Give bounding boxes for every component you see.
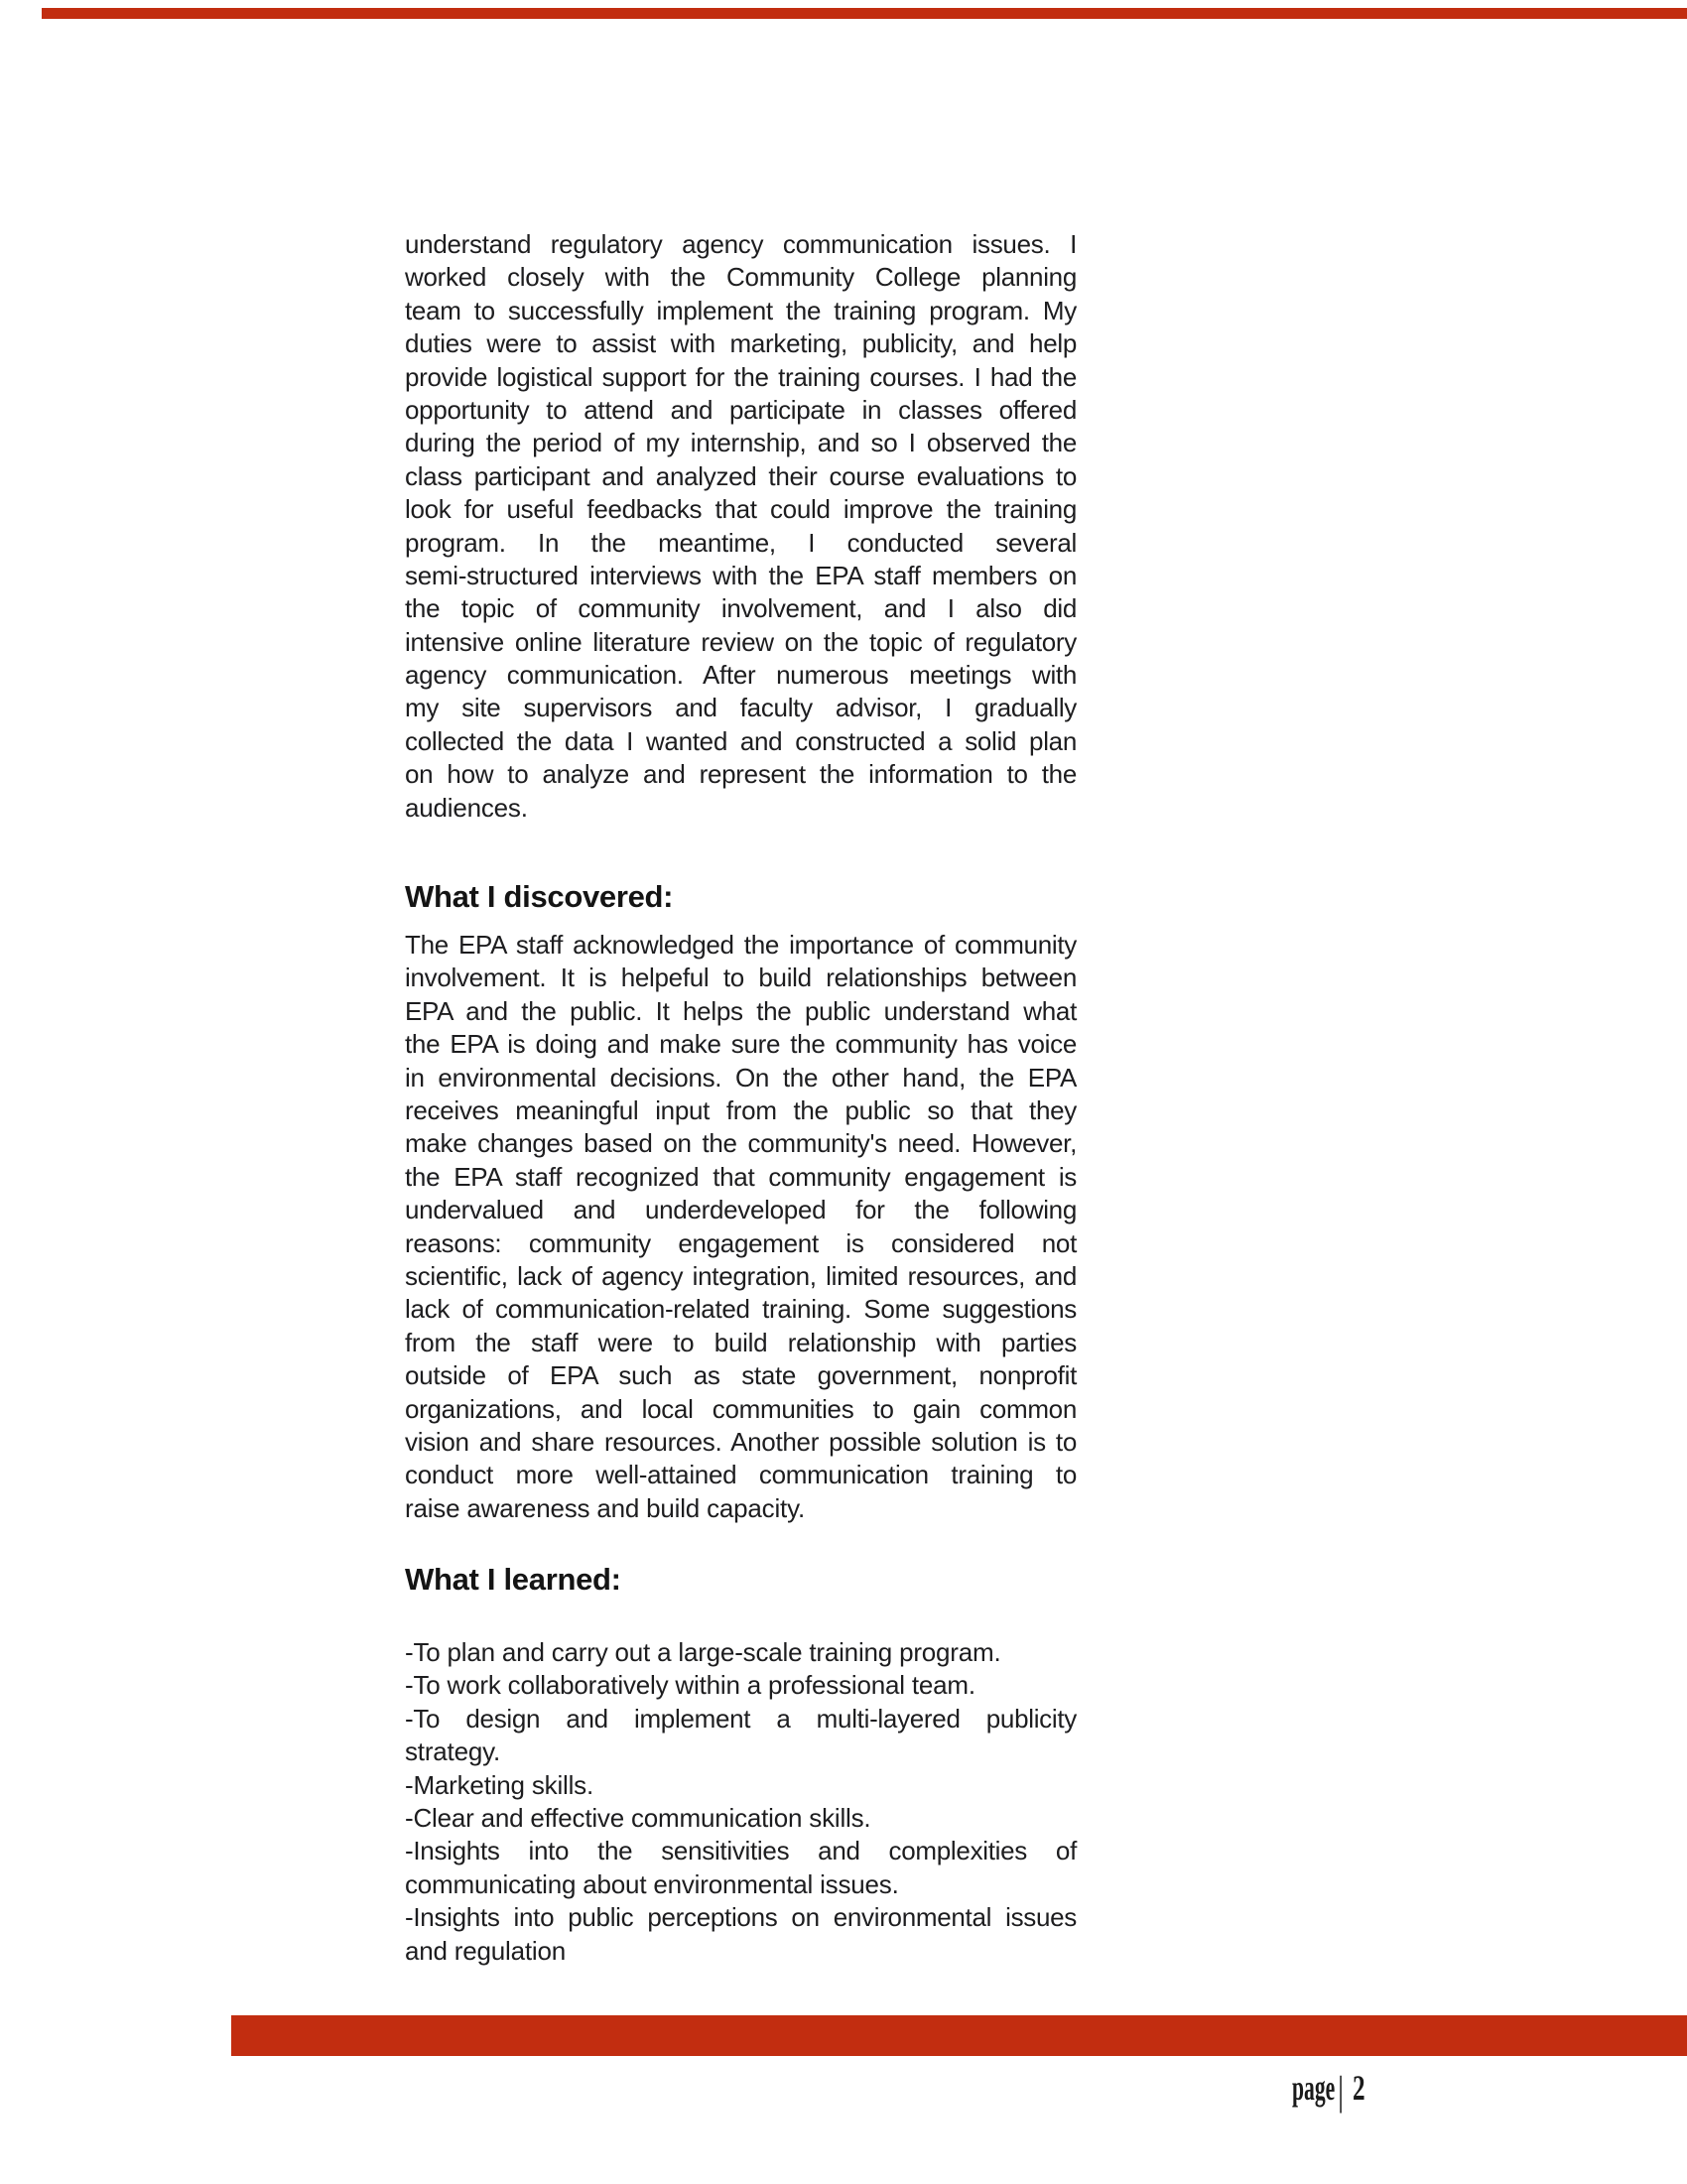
section-heading-discovered: What I discovered: — [405, 879, 674, 915]
section-heading-learned: What I learned: — [405, 1562, 621, 1598]
text-line: worked closely with the Community College planning — [405, 262, 1077, 293]
bottom-accent-bar — [231, 2015, 1687, 2056]
text-line: undervalued and underdeveloped for the following — [405, 1195, 1077, 1225]
page-footer-label: page — [1292, 2068, 1336, 2108]
text-line: and regulation — [405, 1935, 566, 1966]
text-line: class participant and analyzed their course evaluations to — [405, 460, 1077, 491]
text-line: -Insights into public perceptions on environmental issues — [405, 1902, 1077, 1933]
text-line: conduct more well-attained communication training to — [405, 1460, 1077, 1490]
text-line: -Clear and effective communication skills. — [405, 1803, 871, 1834]
text-line: vision and share resources. Another possible solution is to — [405, 1426, 1077, 1457]
text-line: from the staff were to build relationship with parties — [405, 1327, 1077, 1357]
text-line: EPA and the public. It helps the public understand what — [405, 995, 1077, 1026]
text-line: duties were to assist with marketing, publicity, and help — [405, 328, 1077, 359]
paragraph-discoveries — [405, 929, 1077, 1525]
text-line: collected the data I wanted and constructed a solid plan — [405, 725, 1077, 756]
text-line: -To plan and carry out a large-scale training program. — [405, 1637, 1001, 1668]
page-number: 2 — [1353, 2068, 1365, 2108]
list-item — [405, 1703, 1077, 1769]
list-item — [405, 1835, 1077, 1901]
list-item — [405, 1901, 1077, 1968]
text-line: communicating about environmental issues. — [405, 1868, 899, 1899]
text-column — [405, 228, 1077, 1968]
text-line: team to successfully implement the training program. My — [405, 295, 1077, 325]
top-accent-bar — [42, 8, 1687, 19]
list-item — [405, 1769, 1077, 1802]
text-line: The EPA staff acknowledged the importance of community — [405, 930, 1077, 961]
text-line: the EPA staff recognized that community engagement is — [405, 1161, 1077, 1192]
text-line: my site supervisors and faculty advisor, I gradually — [405, 693, 1077, 723]
text-line: provide logistical support for the training courses. I had the — [405, 361, 1077, 392]
text-line: make changes based on the community's need. However, — [405, 1128, 1077, 1159]
page-footer-separator: | — [1338, 2067, 1345, 2114]
text-line: -To work collaboratively within a professional team. — [405, 1670, 975, 1701]
text-line: during the period of my internship, and so I observed the — [405, 428, 1077, 458]
text-line: -Insights into the sensitivities and complexities of — [405, 1836, 1077, 1866]
text-line: opportunity to attend and participate in classes offered — [405, 394, 1077, 425]
text-line: outside of EPA such as state government, nonprofit — [405, 1360, 1077, 1391]
text-line: lack of communication-related training. Some suggestions — [405, 1294, 1077, 1325]
text-line: look for useful feedbacks that could improve the training — [405, 494, 1077, 525]
list-item — [405, 1802, 1077, 1835]
text-line: strategy. — [405, 1736, 500, 1767]
text-line: agency communication. After numerous meetings with — [405, 660, 1077, 691]
text-line: involvement. It is helpeful to build relationships between — [405, 963, 1077, 993]
text-line: organizations, and local communities to gain common — [405, 1393, 1077, 1424]
text-line: in environmental decisions. On the other hand, the EPA — [405, 1062, 1077, 1092]
text-line: reasons: community engagement is considered not — [405, 1227, 1077, 1258]
text-line: raise awareness and build capacity. — [405, 1492, 805, 1523]
paragraph-internship-duties — [405, 228, 1077, 825]
page-footer — [1292, 2067, 1370, 2114]
text-line: scientific, lack of agency integration, limited resources, and — [405, 1260, 1077, 1291]
text-line: intensive online literature review on the topic of regulatory — [405, 626, 1077, 657]
text-line: the topic of community involvement, and I also did — [405, 593, 1077, 624]
text-line: -Marketing skills. — [405, 1769, 593, 1800]
learned-list — [405, 1636, 1077, 1968]
text-line: on how to analyze and represent the information to the — [405, 759, 1077, 790]
text-line: receives meaningful input from the public so that they — [405, 1094, 1077, 1125]
text-line: the EPA is doing and make sure the community has voice — [405, 1029, 1077, 1060]
list-item — [405, 1669, 1077, 1702]
text-line: program. In the meantime, I conducted several — [405, 527, 1077, 558]
text-line: semi-structured interviews with the EPA staff members on — [405, 560, 1077, 590]
text-line: audiences. — [405, 792, 528, 823]
text-line: -To design and implement a multi-layered publicity — [405, 1703, 1077, 1734]
text-line: understand regulatory agency communication issues. I — [405, 229, 1077, 259]
list-item — [405, 1636, 1077, 1669]
